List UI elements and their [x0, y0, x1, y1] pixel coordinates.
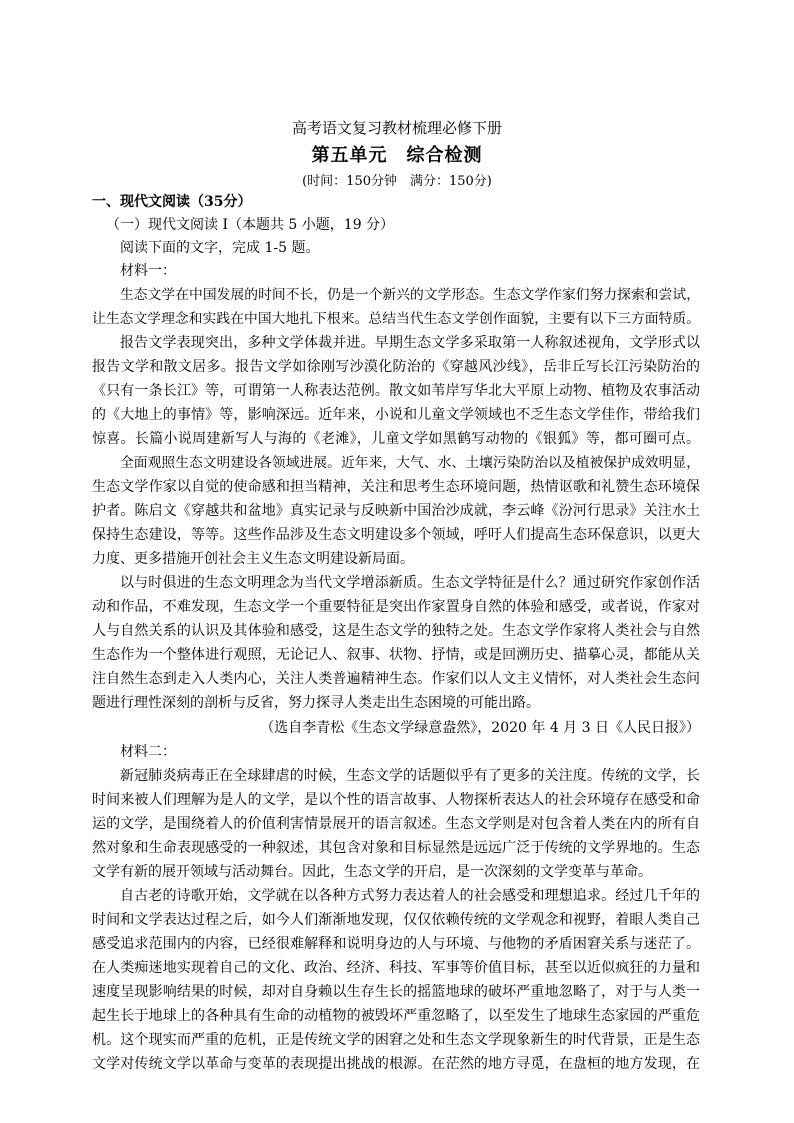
paragraph-line: 生态文学作家以自觉的使命感和担当精神，关注和思考生态环境问题，热情讴歌和礼赞生态环境保 [92, 479, 700, 495]
paragraph-line: 力度、更多措施开创社会主义生态文明建设新局面。 [92, 551, 414, 567]
paragraph-line: 自古老的诗歌开始，文学就在以各种方式努力表达着人的社会感受和理想追求。经过几千年的 [120, 888, 700, 904]
paragraph-line: 惊喜。长篇小说周建新写人与海的《老滩》，儿童文学如黑鹤写动物的《银狐》等，都可圈可点。 [92, 431, 700, 447]
paragraph-line: 注自然生态到走入人类内心，关注人类普遍精神生态。作家们以人文主义情怀，对人类社会生态问 [92, 671, 700, 687]
material-two-label: 材料二： [120, 744, 176, 760]
paragraph-line: 动和作品，不难发现，生态文学一个重要特征是突出作家置身自然的体验和感受，或者说，作家对 [92, 599, 700, 615]
paragraph-line: 报告文学表现突出，多种文学体裁并进。早期生态文学多采取第一人称叙述视角，文学形式以 [120, 335, 700, 351]
source-citation: （选自李青松《生态文学绿意盎然》，2020 年 4 月 3 日《人民日报》） [260, 720, 700, 736]
paragraph-line: 感受追求范围内的内容，已经很难解释和说明身边的人与环境、与他物的矛盾困窘关系与迷茫了。 [92, 936, 700, 952]
paragraph-line: 保持生态建设，等等。这些作品涉及生态文明建设多个领域，呼吁人们提高生态环保意识，以更大 [92, 527, 700, 543]
paragraph-line: 然对象和生命表现感受的一种叙述，其包含对象和目标显然是远远广泛于传统的文学界地的。生态 [92, 840, 700, 856]
paragraph-line: 生态作为一个整体进行观照，无论记人、叙事、状物、抒情，或是回溯历史、描摹心灵，都能从关 [92, 647, 700, 663]
paragraph-line: 文学对传统文学以革命与变革的表现提出挑战的根源。在茫然的地方寻觅，在盘桓的地方发现，在 [92, 1056, 700, 1072]
exam-info: (时间：150分钟 满分：150分) [302, 174, 492, 189]
paragraph-line: 速度呈现影响结果的时候，却对自身赖以生存生长的摇篮地球的破坏严重地忽略了，对于与人类一 [92, 984, 700, 1000]
paragraph-line: 起生长于地球上的各种具有生命的动植物的被毁坏严重忽略了，以至发生了地球生态家园的严重危 [92, 1008, 700, 1024]
paragraph-line: 时间和文学表达过程之后，如今人们渐渐地发现，仅仅依赖传统的文学观念和视野，着眼人类自己 [92, 912, 700, 928]
section-heading: 一、现代文阅读（35分） [92, 194, 252, 210]
paragraph-line: 机。这个现实而严重的危机，正是传统文学的困窘之处和生态文学现象新生的时代背景，正是生态 [92, 1032, 700, 1048]
document-subtitle: 高考语文复习教材梳理必修下册 [291, 119, 502, 137]
paragraph-line: 的《大地上的事情》等，影响深远。近年来，小说和儿童文学领域也不乏生态文学佳作，带给我们 [92, 407, 700, 423]
document-title: 第五单元 综合检测 [311, 145, 483, 166]
paragraph-line: 新冠肺炎病毒正在全球肆虐的时候，生态文学的话题似乎有了更多的关注度。传统的文学，长 [120, 768, 700, 784]
paragraph-line: 在人类痴迷地实现着自己的文化、政治、经济、科技、军事等价值目标，甚至以近似疯狂的力量和 [92, 960, 700, 976]
paragraph-line: 护者。陈启文《穿越共和盆地》真实记录与反映新中国治沙成就，李云峰《汾河行思录》关注水土 [92, 503, 700, 519]
material-one-label: 材料一： [120, 263, 176, 279]
paragraph-line: 人与自然关系的认识及其体验和感受，这是生态文学的独特之处。生态文学作家将人类社会与自然 [92, 623, 700, 639]
paragraph-line: 时间来被人们理解为是人的文学，是以个性的语言故事、人物探析表达人的社会环境存在感受和命 [92, 792, 700, 808]
paragraph-line: 生态文学在中国发展的时间不长，仍是一个新兴的文学形态。生态文学作家们努力探索和尝试， [120, 287, 700, 303]
paragraph-line: 全面观照生态文明建设各领域进展。近年来，大气、水、土壤污染防治以及植被保护成效明显， [120, 455, 700, 471]
paragraph-line: 让生态文学理念和实践在中国大地扎下根来。总结当代生态文学创作面貌，主要有以下三方面特质。 [92, 311, 700, 327]
paragraph-line: 报告文学和散文居多。报告文学如徐刚写沙漠化防治的《穿越风沙线》，岳非丘写长江污染防治的 [92, 359, 700, 375]
sub-section-heading: （一）现代文阅读 I（本题共 5 小题，19 分） [106, 217, 395, 233]
paragraph-line: 运的文学，是围绕着人的价值利害情景展开的语言叙述。生态文学则是对包含着人类在内的所有自 [92, 816, 700, 832]
paragraph-line: 文学有新的展开领域与活动舞台。因此，生态文学的开启，是一次深刻的文学变革与革命。 [92, 864, 652, 880]
paragraph-line: 《只有一条长江》等，可谓第一人称表达范例。散文如苇岸写华北大平原上动物、植物及农事活动 [92, 383, 700, 399]
paragraph-line: 题进行理性深刻的剖析与反省，努力探寻人类走出生态困境的可能出路。 [92, 695, 540, 711]
paragraph-line: 以与时俱进的生态文明理念为当代文学增添新质。生态文学特征是什么？通过研究作家创作活 [120, 575, 700, 591]
reading-instruction: 阅读下面的文字，完成 1-5 题。 [120, 240, 320, 256]
